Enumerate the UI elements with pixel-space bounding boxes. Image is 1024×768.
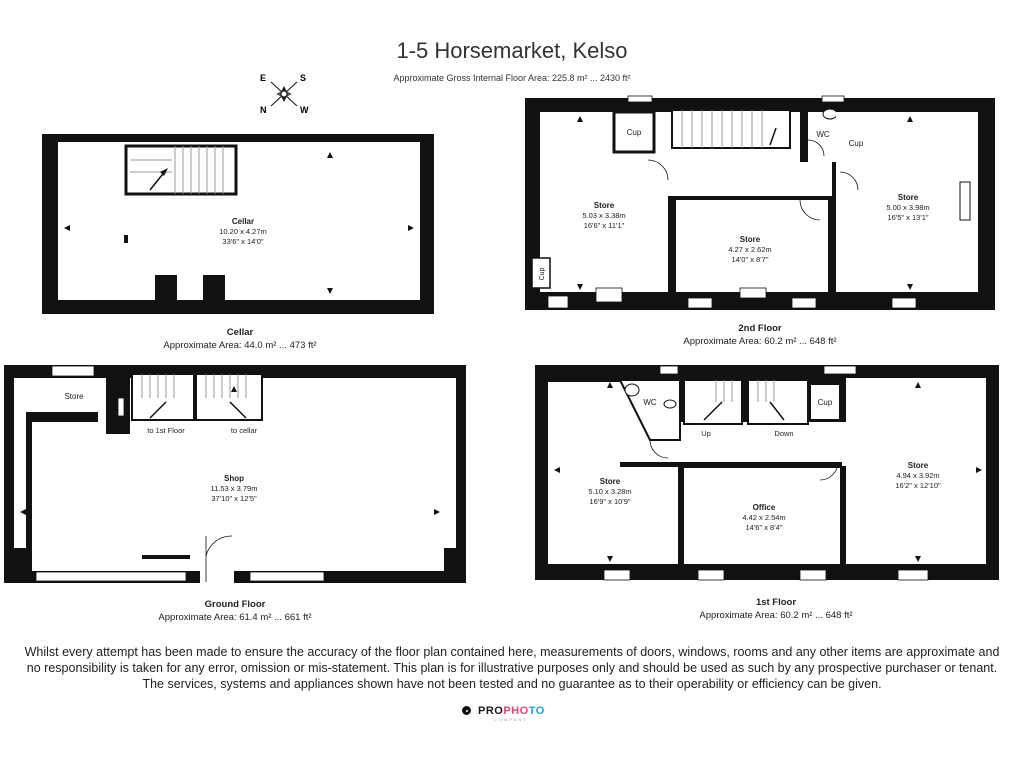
ground-stairs-up — [132, 374, 194, 420]
second-floor-caption — [620, 322, 900, 348]
first-office-imperial: 14'6" x 8'4" — [745, 523, 783, 532]
second-store3-name: Store — [897, 193, 919, 202]
cellar-room-name: Cellar — [231, 217, 255, 226]
first-floor-caption — [636, 596, 916, 622]
first-up: Up — [701, 429, 711, 438]
second-store2-name: Store — [739, 235, 761, 244]
first-store1-name: Store — [599, 477, 621, 486]
logo-part-2: PHO — [503, 705, 529, 717]
first-office-name: Office — [752, 503, 776, 512]
second-floor-area: Approximate Area: 60.2 m² ... 648 ft² — [683, 336, 837, 347]
ground-floor-label: Ground Floor — [204, 599, 266, 610]
logo-sub: COMPANY — [494, 717, 528, 722]
cellar-room-metric: 10.20 x 4.27m — [219, 227, 267, 236]
second-cup-bottom: Cup — [539, 267, 546, 281]
compass-e: E — [260, 73, 267, 83]
first-cup: Cup — [817, 398, 833, 407]
ground-to-first: to 1st Floor — [147, 426, 185, 435]
second-store3-imperial: 16'5" x 13'1" — [887, 213, 929, 222]
cellar-room-imperial: 33'6" x 14'0" — [222, 237, 264, 246]
first-store2-imperial: 16'2" x 12'10" — [895, 481, 941, 490]
disclaimer — [12, 644, 1012, 692]
second-store1-name: Store — [593, 201, 615, 210]
plan-title: 1-5 Horsemarket, Kelso — [396, 38, 628, 63]
second-store3-metric: 5.00 x 3.98m — [886, 203, 930, 212]
second-cup-right: Cup — [848, 139, 864, 148]
shop-imperial: 37'10" x 12'5" — [211, 494, 257, 503]
logo-brand — [478, 705, 545, 717]
second-cup-top: Cup — [626, 128, 642, 137]
ground-store: Store — [64, 392, 84, 401]
second-floor-label: 2nd Floor — [738, 323, 782, 334]
second-store2-metric: 4.27 x 2.62m — [728, 245, 772, 254]
first-store2-name: Store — [907, 461, 929, 470]
ground-floor-caption — [95, 598, 375, 624]
cellar-caption — [100, 326, 380, 352]
compass-s: S — [300, 73, 307, 83]
compass-icon — [260, 73, 309, 115]
cellar-label: Cellar — [226, 327, 254, 338]
second-wc: WC — [816, 130, 830, 139]
first-floor-area: Approximate Area: 60.2 m² ... 648 ft² — [699, 610, 853, 621]
camera-icon — [462, 706, 471, 715]
second-store1-imperial: 16'6" x 11'1" — [583, 221, 625, 230]
compass-w: W — [300, 105, 309, 115]
first-wc: WC — [643, 398, 657, 407]
cellar-area: Approximate Area: 44.0 m² ... 473 ft² — [163, 340, 317, 351]
first-store1-metric: 5.10 x 3.28m — [588, 487, 632, 496]
second-store1-metric: 5.03 x 3.38m — [582, 211, 626, 220]
gross-area: Approximate Gross Internal Floor Area: 225.8 m² ... 2430 ft² — [393, 73, 631, 83]
first-office-metric: 4.42 x 2.54m — [742, 513, 786, 522]
disclaimer-line-2: no responsibility is taken for any error, omission or mis-statement. This plan is for illustrative purposes only and should be used as such by any prospective purchaser or tenant. — [26, 661, 998, 675]
first-floor-label: 1st Floor — [755, 597, 797, 608]
logo-part-3: TO — [528, 705, 545, 717]
disclaimer-line-3: The services, systems and appliances shown have not been tested and no guarantee as to their operability or efficiency can be given. — [142, 677, 882, 691]
first-store1-imperial: 16'9" x 10'9" — [589, 497, 631, 506]
second-store2-imperial: 14'0" x 8'7" — [731, 255, 769, 264]
ground-floor-area: Approximate Area: 61.4 m² ... 661 ft² — [158, 612, 312, 623]
shop-metric: 11.53 x 3.79m — [210, 484, 258, 493]
logo-part-1: PRO — [478, 705, 504, 717]
prophoto-logo — [462, 703, 572, 725]
cellar-stairs — [126, 146, 236, 194]
ground-to-cellar: to cellar — [230, 426, 258, 435]
first-down: Down — [774, 429, 794, 438]
shop-name: Shop — [224, 474, 244, 483]
first-store2-metric: 4.94 x 3.92m — [896, 471, 940, 480]
compass-n: N — [260, 105, 267, 115]
disclaimer-line-1: Whilst every attempt has been made to ensure the accuracy of the floor plan contained here, measurements of doors, windows, rooms and any other items are approximate and — [24, 645, 1000, 659]
